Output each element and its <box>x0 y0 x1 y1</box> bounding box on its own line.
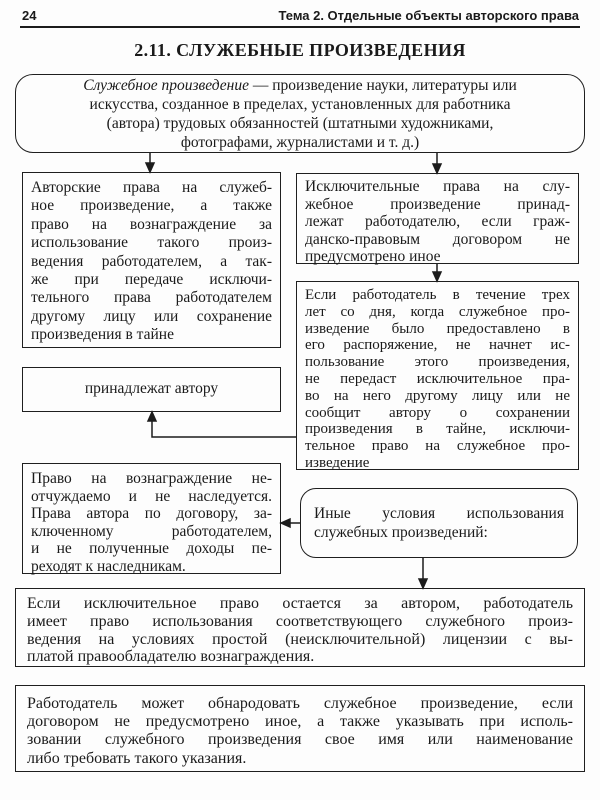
three-years-box <box>296 281 579 470</box>
author-rights-lines <box>31 179 272 345</box>
text-line: и не полученные доходы пе- <box>31 540 272 558</box>
text-line: Право на вознаграждение не- <box>31 470 272 487</box>
other-conditions-lines <box>314 504 564 542</box>
text-line: тельное право на служебное про- <box>305 438 570 455</box>
text-line: предусмотрено иное <box>305 248 441 266</box>
section-title: 2.11. СЛУЖЕБНЫЕ ПРОИЗВЕДЕНИЯ <box>134 40 466 60</box>
text-line: право на вознаграждение за <box>31 215 272 233</box>
three-years-lines <box>305 287 570 472</box>
definition-term: Служебное произведение <box>83 76 249 94</box>
text-line: служебных произведений: <box>314 524 488 541</box>
text-line: данско-правовым договором не <box>305 230 570 248</box>
text-line: договором не предусмотрено иное, а также указывать при исполь- <box>27 713 573 731</box>
text-line: жебное произведение принад- <box>305 195 570 213</box>
text-line: же при передаче исключи- <box>31 271 272 289</box>
text-line: пользование этого произведения, <box>305 354 570 371</box>
text-line: Если исключительное право остается за автором, работодатель <box>27 595 573 612</box>
text-line: ключенному работодателем, <box>31 522 272 540</box>
text-line: другому лицу или сохранение <box>31 307 272 325</box>
text-line: Работодатель может обнародовать служебное произведение, если <box>27 695 573 712</box>
text-line: изведение <box>305 454 370 471</box>
text-line: ведения на условиях простой (неисключительной) лицензии с вы- <box>27 630 573 648</box>
text-line: ное произведение, а также <box>31 197 272 215</box>
elbow-threeyears-to-belong <box>152 420 296 437</box>
running-title: Тема 2. Отдельные объекты авторского права <box>278 8 579 23</box>
definition-lines <box>34 95 566 152</box>
belong-to-author-text: принадлежат автору <box>84 380 219 398</box>
arrowhead-def-to-exclusive <box>433 164 441 173</box>
text-line: либо требовать такого указания. <box>27 749 247 767</box>
header-rule <box>20 26 580 28</box>
arrowhead-conditions-to-remuneration <box>281 519 290 527</box>
text-line: реходят к наследникам. <box>31 557 186 575</box>
arrowhead-conditions-to-license <box>419 579 427 588</box>
text-line: ведения работодателем, а так- <box>31 252 272 270</box>
license-lines <box>27 595 573 666</box>
text-line: его распоряжение, не начнет ис- <box>305 337 570 354</box>
text-line: (автора) трудовых обязанностей (штатными художниками, <box>106 114 494 132</box>
text-line: произведения в тайне <box>31 326 174 344</box>
text-line: Исключительные права на слу- <box>305 178 570 195</box>
text-line: Авторские права на служеб- <box>31 179 272 196</box>
text-line: тельного права работодателем <box>31 289 272 307</box>
disclosure-box <box>15 685 585 772</box>
text-line: во на него другому лицу или не <box>305 387 570 404</box>
text-line: лежат работодателю, если граж- <box>305 213 570 231</box>
definition-line1-rest: — произведение науки, литературы или <box>248 76 517 94</box>
text-line: фотографами, журналистами и т. д.) <box>180 133 420 151</box>
text-line: не передаст исключительное пра- <box>305 370 570 387</box>
text-line: изведение было предоставлено в <box>305 320 570 337</box>
text-line: платой правообладателю вознаграждения. <box>27 648 315 666</box>
disclosure-lines <box>27 695 573 768</box>
text-line: имеет право использования соответствующего служебного произ- <box>27 612 573 630</box>
arrowhead-def-to-author-rights <box>146 163 154 172</box>
text-line: Иные условия использования <box>314 505 564 522</box>
other-conditions-box <box>300 488 578 558</box>
text-line: сообщит автору о сохранении <box>305 404 570 421</box>
text-line: произведения в тайне, исключи- <box>305 421 570 438</box>
text-line: Если работодатель в течение трех <box>305 287 570 303</box>
belong-to-author-box <box>22 367 281 412</box>
author-rights-box <box>22 172 281 348</box>
text-line: зовании служебного произведения свое имя или наименование <box>27 731 573 749</box>
exclusive-rights-lines <box>305 178 570 266</box>
definition-line1 <box>34 76 566 95</box>
text-line: использование такого произ- <box>31 234 272 252</box>
text-line: Права автора по договору, за- <box>31 505 272 523</box>
remuneration-lines <box>31 470 272 576</box>
text-line: искусства, созданное в пределах, установленных для работника <box>89 95 511 113</box>
arrowhead-exclusive-to-threeyears <box>433 272 441 281</box>
exclusive-rights-box <box>296 173 579 264</box>
remuneration-box <box>22 463 281 574</box>
license-box <box>15 588 585 667</box>
text-line: лет со дня, когда служебное про- <box>305 303 570 320</box>
page-number: 24 <box>22 8 37 23</box>
definition-box <box>15 74 585 153</box>
arrowhead-threeyears-to-belong <box>148 412 156 421</box>
text-line: отчуждаемо и не наследуется. <box>31 487 272 505</box>
